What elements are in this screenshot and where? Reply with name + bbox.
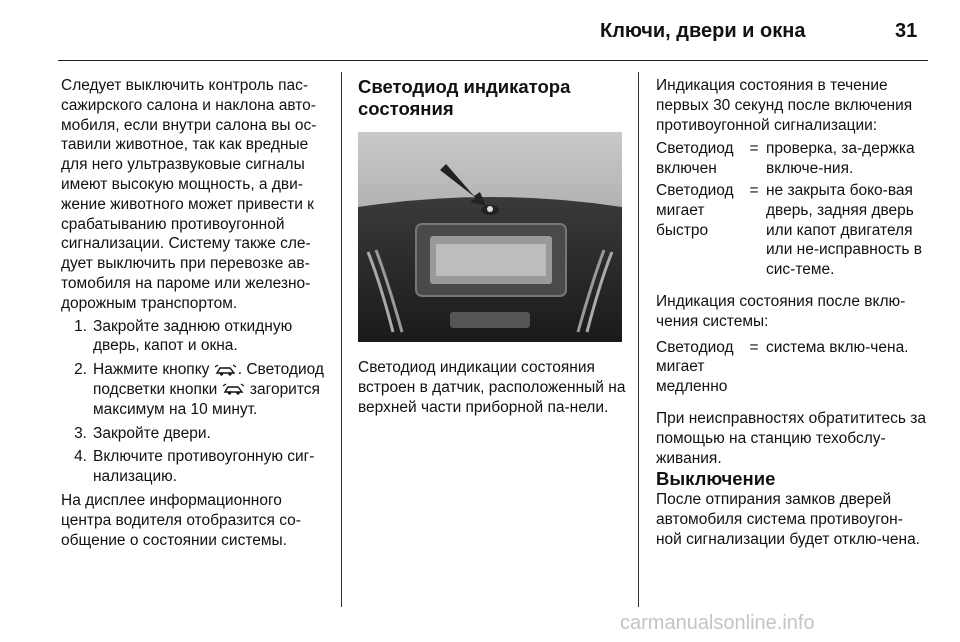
status-value: проверка, за-держка включе-ния. — [766, 140, 915, 178]
status-equals: = — [749, 338, 759, 356]
disable-paragraph: После отпирания замков дверей автомобиля система противоугон-ной сигнализации будет отклю-чена. — [656, 491, 920, 548]
step-item — [61, 360, 333, 419]
status-label: Светодиод включен — [656, 140, 734, 178]
step-text-part: загорится максимум на 10 минут. — [93, 380, 320, 418]
status-row — [656, 338, 928, 397]
status-intro-after: Индикация состояния после вклю-чения системы: — [656, 292, 906, 330]
watermark: carmanualsonline.info — [620, 612, 815, 634]
status-row — [656, 181, 928, 280]
column-middle — [358, 76, 628, 417]
disable-heading: Выключение — [656, 468, 776, 490]
section-title: Светодиод индикатора состояния — [358, 76, 571, 119]
column-divider-right — [638, 72, 639, 607]
step-number: 3. — [74, 424, 87, 442]
step-text — [93, 360, 333, 419]
step-text-part: Нажмите кнопку — [93, 361, 210, 379]
step-item — [61, 447, 333, 487]
status-value: система вклю-чена. — [766, 338, 909, 356]
step-number: 1. — [74, 317, 87, 335]
column-right — [656, 76, 928, 550]
outro-paragraph: На дисплее информационного центра водителя отобразится со-общение о состоянии системы. — [61, 491, 301, 549]
status-equals: = — [749, 140, 759, 158]
step-item — [61, 317, 333, 357]
status-intro: Индикация состояния в течение первых 30 секунд после включения противоугонной сигнализации: — [656, 77, 913, 134]
status-row — [656, 139, 928, 179]
step-text: Закройте заднюю откидную дверь, капот и окна. — [93, 317, 293, 355]
step-text: Включите противоугонную сиг-нализацию. — [93, 448, 315, 486]
car-sensor-icon — [222, 383, 246, 396]
photo-caption: Светодиод индикации состояния встроен в датчик, расположенный на верхней части приборной па-нели. — [358, 359, 626, 416]
dashboard-led-photo — [358, 132, 622, 342]
status-label: Светодиод мигает медленно — [656, 338, 734, 396]
car-sensor-icon — [214, 364, 238, 377]
header-rule — [58, 60, 928, 61]
step-text-part: . Светодиод подсветки кнопки — [93, 361, 324, 398]
status-equals: = — [749, 181, 759, 199]
step-item — [61, 424, 333, 444]
steps-list — [61, 317, 333, 487]
step-number: 4. — [74, 448, 87, 466]
status-value: не закрыта боко-вая дверь, задняя дверь или капот двигателя или не-исправность в сис-теме. — [766, 181, 922, 279]
page-number: 31 — [895, 20, 918, 42]
step-number: 2. — [74, 361, 87, 379]
page-header-title: Ключи, двери и окна — [600, 20, 806, 42]
status-label: Светодиод мигает быстро — [656, 181, 734, 239]
column-divider-left — [341, 72, 342, 607]
column-left — [61, 76, 333, 550]
step-text: Закройте двери. — [93, 424, 211, 442]
service-paragraph: При неисправностях обратититесь за помощью на станцию техобслу-живания. — [656, 409, 926, 467]
intro-paragraph: Следует выключить контроль пас-сажирского салона и наклона авто-мобиля, если внутри салона вы ос-тавили животное, так как вредные для него ультразвуковые сигналы имеют высокую мощность, а дви-жение животного может привести к срабатыванию противоугонной сигнализации. Систему также сле-дует выключить при перевозке ав-томобиля на пароме или железно-дорожным транспортом. — [61, 77, 317, 312]
